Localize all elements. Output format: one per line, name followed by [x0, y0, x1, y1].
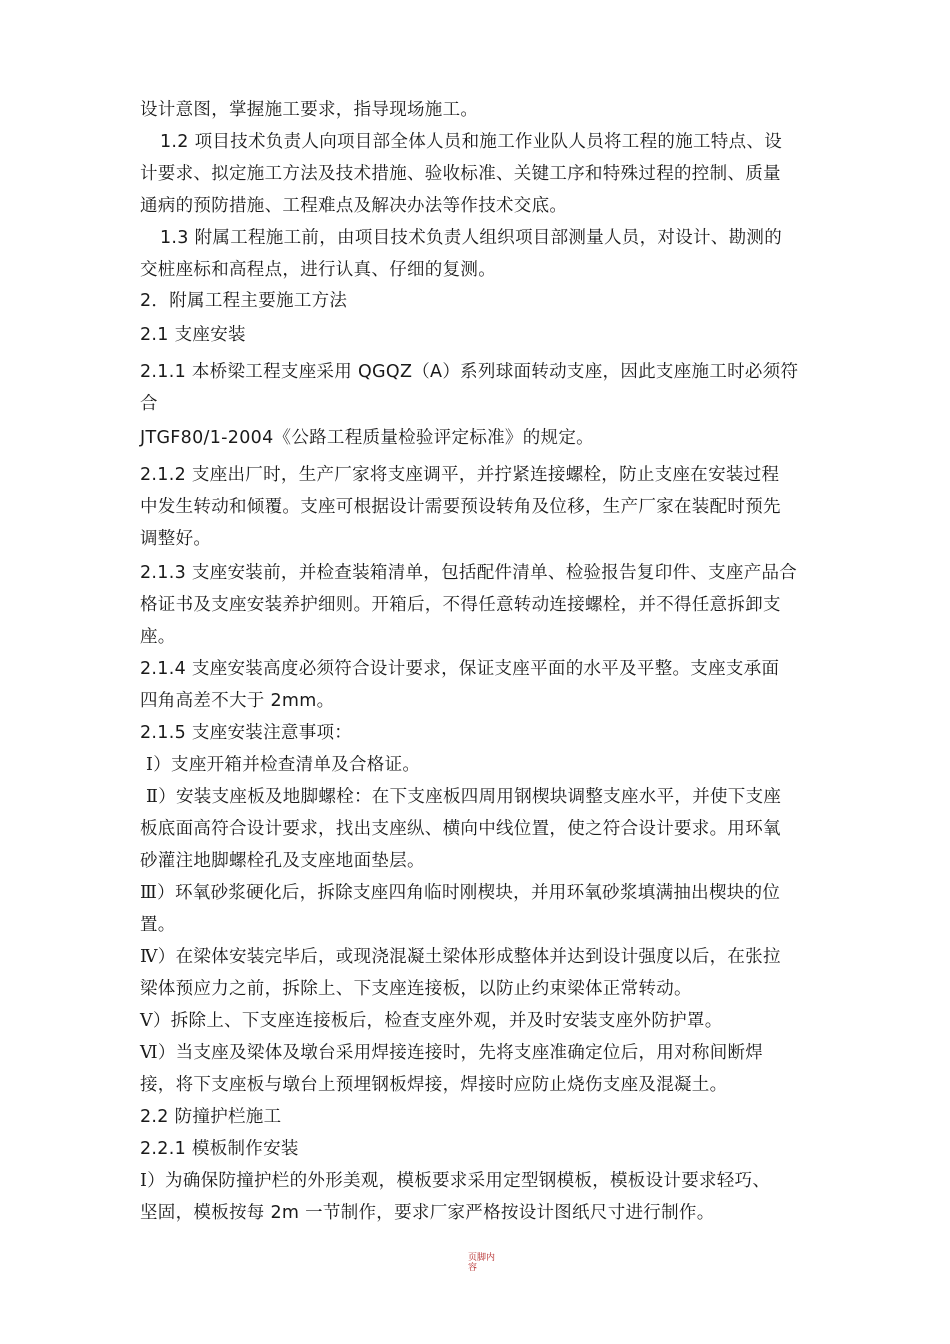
body-text-line: 格证书及支座安装养护细则。开箱后，不得任意转动连接螺栓，并不得任意拆卸支 [140, 595, 781, 615]
body-text-line: 2.1.5 支座安装注意事项： [140, 723, 353, 743]
body-text-line: 坚固，模板按每 2m 一节制作，要求厂家严格按设计图纸尺寸进行制作。 [140, 1203, 715, 1223]
body-text-line: JTGF80/1-2004《公路工程质量检验评定标准》的规定。 [140, 428, 594, 448]
section-heading: 2.1 支座安装 [140, 325, 246, 345]
body-text-line: 梁体预应力之前，拆除上、下支座连接板，以防止约束梁体正常转动。 [140, 979, 692, 999]
list-item: Ⅵ）当支座及梁体及墩台采用焊接连接时，先将支座准确定位后，用对称间断焊 [140, 1043, 764, 1063]
body-text-line: 2.1.1 本桥梁工程支座采用 QGQZ（A）系列球面转动支座，因此支座施工时必须符 [140, 362, 799, 382]
body-text-line: 砂灌注地脚螺栓孔及支座地面垫层。 [140, 851, 425, 871]
list-item: Ⅴ）拆除上、下支座连接板后，检查支座外观，并及时安装支座外防护罩。 [140, 1011, 723, 1031]
body-text-line: 计要求、拟定施工方法及技术措施、验收标准、关键工序和特殊过程的控制、质量 [140, 164, 781, 184]
body-text-line: 2.1.4 支座安装高度必须符合设计要求，保证支座平面的水平及平整。支座支承面 [140, 659, 780, 679]
list-item: Ⅰ）为确保防撞护栏的外形美观，模板要求采用定型钢模板，模板设计要求轻巧、 [140, 1171, 771, 1191]
footer-text: 页脚内 [468, 1253, 496, 1263]
body-text-line: 置。 [140, 915, 176, 935]
body-text-line: 2.1.2 支座出厂时，生产厂家将支座调平，并拧紧连接螺栓，防止支座在安装过程 [140, 465, 780, 485]
list-item: Ⅱ）安装支座板及地脚螺栓：在下支座板四周用钢楔块调整支座水平，并使下支座 [146, 787, 782, 807]
list-item: Ⅳ）在梁体安装完毕后，或现浇混凝土梁体形成整体并达到设计强度以后，在张拉 [140, 947, 781, 967]
body-text-line: 中发生转动和倾覆。支座可根据设计需要预设转角及位移，生产厂家在装配时预先 [140, 497, 781, 517]
list-item: Ⅲ）环氧砂浆硬化后，拆除支座四角临时刚楔块，并用环氧砂浆填满抽出楔块的位 [140, 883, 781, 903]
section-heading: 2.2 防撞护栏施工 [140, 1107, 282, 1127]
body-text-line: 通病的预防措施、工程难点及解决办法等作技术交底。 [140, 196, 568, 216]
body-text-line: 四角高差不大于 2mm。 [140, 691, 335, 711]
body-text-line: 座。 [140, 627, 176, 647]
body-text-line: 合 [140, 394, 158, 414]
footer-text: 容 [468, 1263, 478, 1273]
body-text-line: 1.2 项目技术负责人向项目部全体人员和施工作业队人员将工程的施工特点、设 [160, 132, 782, 152]
section-heading: 2．附属工程主要施工方法 [140, 291, 348, 311]
body-text-line: 接，将下支座板与墩台上预埋钢板焊接，焊接时应防止烧伤支座及混凝土。 [140, 1075, 728, 1095]
body-text-line: 2.1.3 支座安装前，并检查装箱清单，包括配件清单、检验报告复印件、支座产品合 [140, 563, 798, 583]
body-text-line: 调整好。 [140, 529, 212, 549]
body-text-line: 设计意图，掌握施工要求，指导现场施工。 [140, 100, 479, 120]
list-item: Ⅰ）支座开箱并检查清单及合格证。 [146, 755, 421, 775]
body-text-line: 板底面高符合设计要求，找出支座纵、横向中线位置，使之符合设计要求。用环氧 [140, 819, 781, 839]
section-heading: 2.2.1 模板制作安装 [140, 1139, 299, 1159]
body-text-line: 交桩座标和高程点，进行认真、仔细的复测。 [140, 260, 496, 280]
body-text-line: 1.3 附属工程施工前，由项目技术负责人组织项目部测量人员，对设计、勘测的 [160, 228, 782, 248]
page-footer [468, 1253, 508, 1273]
